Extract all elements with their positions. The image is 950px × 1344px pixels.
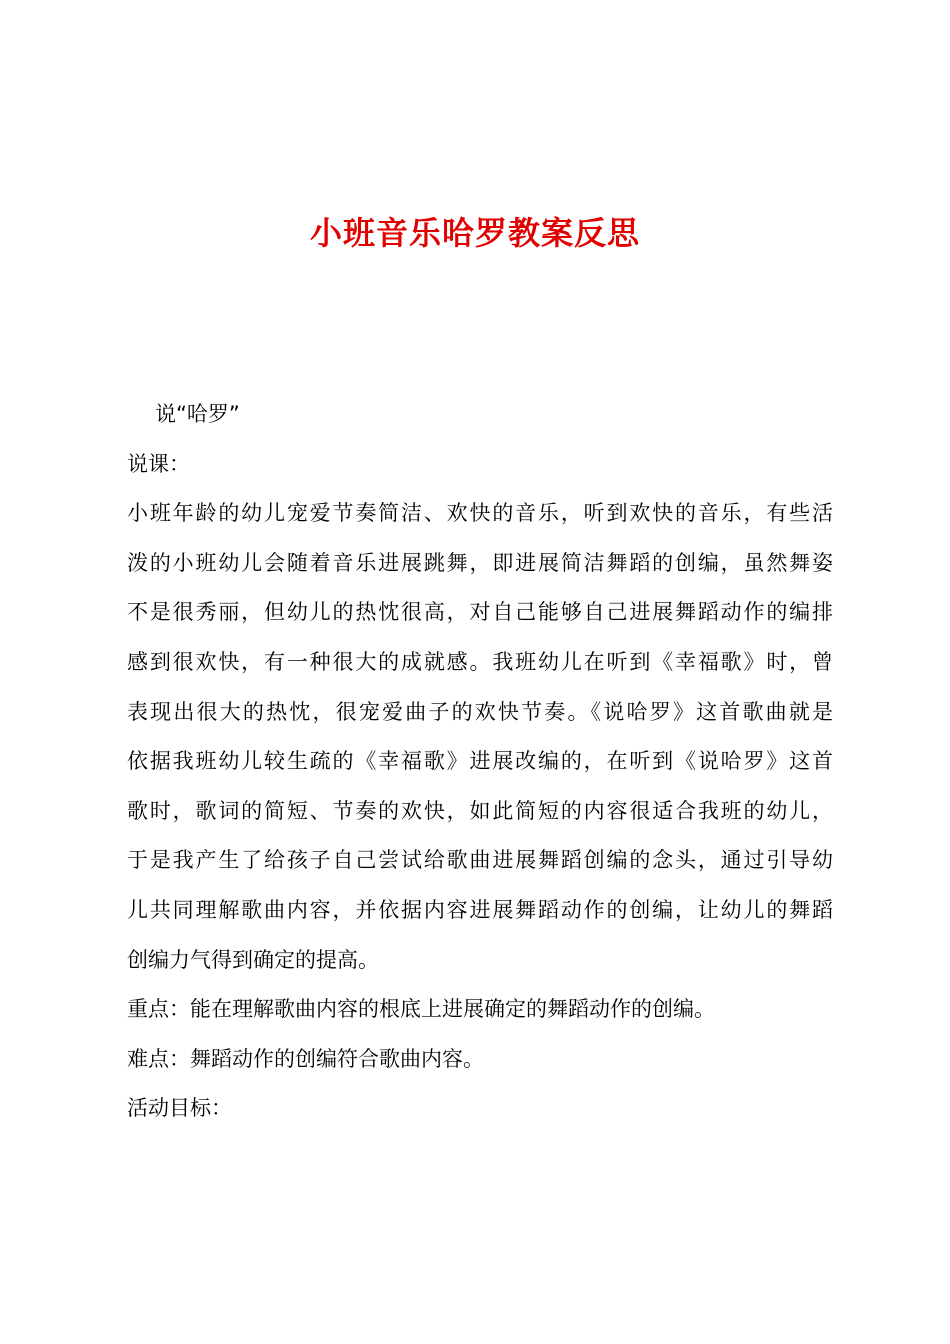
paragraph-line: 小班年龄的幼儿宠爱节奏简洁、欢快的音乐，听到欢快的音乐，有些活: [127, 501, 833, 526]
key-point: 重点：能在理解歌曲内容的根底上进展确定的舞蹈动作的创编。: [127, 997, 715, 1022]
difficulty: 难点：舞蹈动作的创编符合歌曲内容。: [127, 1046, 484, 1071]
paragraph-line: 表现出很大的热忱，很宠爱曲子的欢快节奏。《说哈罗》这首歌曲就是: [127, 699, 833, 724]
subtitle: 说“哈罗”: [155, 402, 240, 426]
paragraph-line: 不是很秀丽，但幼儿的热忱很高，对自己能够自己进展舞蹈动作的编排: [127, 600, 833, 625]
paragraph-line: 歌时，歌词的简短、节奏的欢快，如此简短的内容很适合我班的幼儿，: [127, 798, 833, 823]
paragraph-line: 创编力气得到确定的提高。: [127, 947, 379, 972]
shuoke-label: 说课：: [127, 451, 190, 476]
paragraph: [127, 489, 833, 985]
goals-label: 活动目标：: [127, 1096, 232, 1121]
paragraph-line: 泼的小班幼儿会随着音乐进展跳舞，即进展简洁舞蹈的创编，虽然舞姿: [127, 550, 833, 575]
document-title: 小班音乐哈罗教案反思: [309, 214, 640, 252]
paragraph-line: 依据我班幼儿较生疏的《幸福歌》进展改编的，在听到《说哈罗》这首: [127, 749, 833, 774]
paragraph-line: 儿共同理解歌曲内容，并依据内容进展舞蹈动作的创编，让幼儿的舞蹈: [127, 897, 833, 922]
paragraph-line: 感到很欢快，有一种很大的成就感。我班幼儿在听到《幸福歌》时，曾: [127, 649, 833, 674]
paragraph-line: 于是我产生了给孩子自己尝试给歌曲进展舞蹈创编的念头，通过引导幼: [127, 848, 833, 873]
document-body: [127, 390, 833, 1134]
